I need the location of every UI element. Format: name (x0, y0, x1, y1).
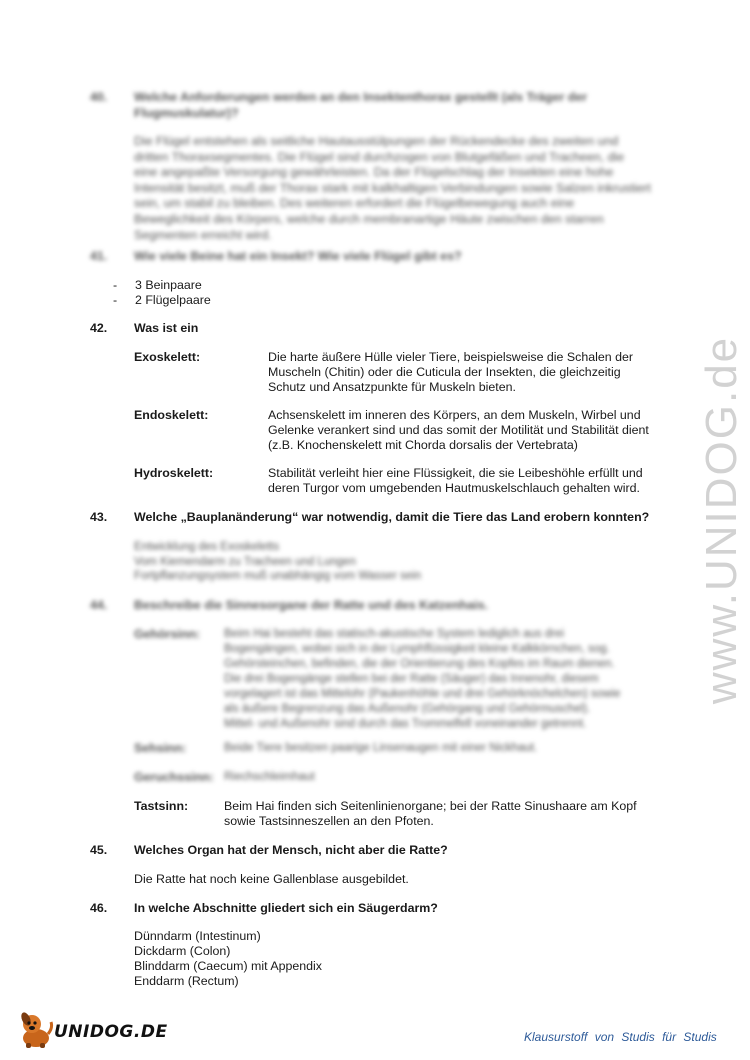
answer-paragraph (134, 540, 664, 584)
definition-line: sowie Tastsinneszellen an den Pfoten. (224, 814, 434, 828)
definition-line: Muscheln (Chitin) oder die Cuticula der Insekten, die gleichzeitig (268, 365, 621, 379)
question-text: Welches Organ hat der Mensch, nicht aber die Ratte? (134, 843, 448, 857)
definition-line: Mittel- und Außenohr sind durch das Trommelfell voneinander getrennt. (224, 718, 587, 730)
question-number: 46. (90, 901, 108, 915)
watermark-text: www.UNIDOG.de (697, 335, 747, 705)
term-label: Exoskelett: (134, 350, 201, 364)
question-text: Beschreibe die Sinnesorgane der Ratte und des Katzenhais. (134, 598, 488, 612)
definition-line: Die drei Bogengänge stellen bei der Ratte (Säuger) das Innenohr, diesem (224, 673, 599, 685)
answer-paragraph (134, 134, 664, 243)
definition-line: als äußere Begrenzung das Außenohr (Gehörgang und Gehörmuschel). (224, 703, 591, 715)
definition-line: Gelenke verankert sind und das somit der Motilität und Stabilität dient (268, 423, 649, 437)
answer-line: Segmenten erreicht wird. (134, 227, 272, 242)
term-definition (224, 770, 315, 785)
answer-list (134, 929, 322, 989)
list-item: 3 Beinpaare (135, 278, 202, 292)
definition-line: Beim Hai besteht das statisch-akustische System lediglich aus drei (224, 628, 565, 640)
definition-line: vorgelagert ist das Mittelohr (Paukenhöhle und drei Gehörknöchelchen) sowie (224, 688, 621, 700)
answer-line: eine angepaßte Versorgung gewährleisten. Da der Flügelschlag der Insekten eine hohe (134, 165, 614, 180)
answer-line: Die Flügel entstehen als seitliche Hautausstülpungen der Rückendecke des zweiten und (134, 134, 619, 148)
list-bullet: - (113, 293, 118, 307)
footer-tagline: Klausurstoff von Studis für Studis (524, 1030, 717, 1044)
term-label: Endoskelett: (134, 408, 209, 422)
question-number: 43. (90, 510, 108, 524)
definition-line: Stabilität verleiht hier eine Flüssigkeit, die sie Leibeshöhle erfüllt und (268, 466, 643, 480)
list-item: 2 Flügelpaare (135, 293, 211, 307)
answer-text: Die Ratte hat noch keine Gallenblase ausgebildet. (134, 872, 409, 886)
term-label: Geruchssinn: (134, 770, 214, 784)
term-label: Gehörsinn: (134, 627, 201, 641)
question-text: Was ist ein (134, 321, 199, 335)
answer-line: Beweglichkeit des Körpers, welche durch membranartige Häute zwischen den starren (134, 211, 604, 226)
question-text-line: Flugmuskulatur)? (134, 106, 239, 120)
dog-mascot-icon (18, 1010, 54, 1050)
list-item: Dickdarm (Colon) (134, 944, 231, 958)
definition-line: Achsenskelett im inneren des Körpers, an dem Muskeln, Wirbel und (268, 408, 641, 422)
definition-line: Die harte äußere Hülle vieler Tiere, beispielsweise die Schalen der (268, 350, 634, 364)
definition-line: deren Turgor vom umgebenden Hautmuskelschlauch gehalten wird. (268, 481, 640, 495)
question-text: Wie viele Beine hat ein Insekt? Wie viele Flügel gibt es? (134, 249, 462, 263)
term-definition (268, 350, 633, 395)
term-label: Hydroskelett: (134, 466, 214, 480)
answer-line: Intensität besitzt, muß der Thorax stark mit kalkhaltigen Verbindungen sowie Salzen inkrustiert (134, 180, 651, 195)
term-definition (268, 466, 643, 496)
question-number: 41. (90, 249, 108, 263)
watermark (697, 300, 747, 740)
question-number: 40. (90, 90, 108, 104)
question-text: In welche Abschnitte gliedert sich ein Säugerdarm? (134, 901, 438, 915)
question-number: 42. (90, 321, 108, 335)
definition-line: Beide Tiere besitzen paarige Linsenaugen mit einer Nickhaut. (224, 742, 538, 754)
term-definition (224, 627, 620, 732)
list-bullet: - (113, 278, 118, 292)
definition-line: Riechschleimhaut (224, 771, 315, 783)
term-definition (268, 408, 649, 453)
answer-line: Fortpflanzungsystem muß unabhängig vom Wasser sein (134, 570, 422, 582)
unidog-logo (18, 1010, 178, 1050)
answer-line: Vom Kiemendarm zu Tracheen und Lungen (134, 555, 356, 568)
term-label: Tastsinn: (134, 799, 189, 813)
term-label: Sehsinn: (134, 741, 187, 755)
logo-text: UNIDOG.DE (54, 1022, 168, 1042)
question-text: Welche „Bauplanänderung“ war notwendig, damit die Tiere das Land erobern konnten? (134, 510, 650, 524)
question-text-line: Welche Anforderungen werden an den Insektenthorax gestellt (als Träger der (134, 90, 588, 104)
answer-line: Entwicklung des Exoskeletts (134, 541, 280, 553)
list-item: Enddarm (Rectum) (134, 974, 239, 988)
definition-line: Gehörsteinchen, befinden, die der Orientierung des Kopfes im Raum dienen. (224, 658, 615, 670)
answer-line: sein, um stabil zu bleiben. Des weiteren erfordert die Flügelbewegung auch eine (134, 196, 575, 211)
definition-line: (z.B. Knochenskelett mit Chorda dorsalis der Vertebrata) (268, 438, 578, 452)
question-number: 44. (90, 598, 108, 612)
list-item: Blinddarm (Caecum) mit Appendix (134, 959, 323, 973)
term-definition (224, 741, 537, 756)
definition-line: Beim Hai finden sich Seitenlinienorgane; bei der Ratte Sinushaare am Kopf (224, 799, 637, 813)
list-item: Dünndarm (Intestinum) (134, 929, 261, 943)
answer-line: dritten Thoraxsegmentes. Die Flügel sind durchzogen von Blutgefäßen und Tracheen, die (134, 149, 625, 164)
definition-line: Bogengängen, wobei sich in der Lymphflüssigkeit kleine Kalkkörnchen, sog. (224, 643, 610, 655)
question-number: 45. (90, 843, 108, 857)
definition-line: Schutz und Ansatzpunkte für Muskeln bieten. (268, 380, 516, 394)
term-definition (224, 799, 637, 829)
